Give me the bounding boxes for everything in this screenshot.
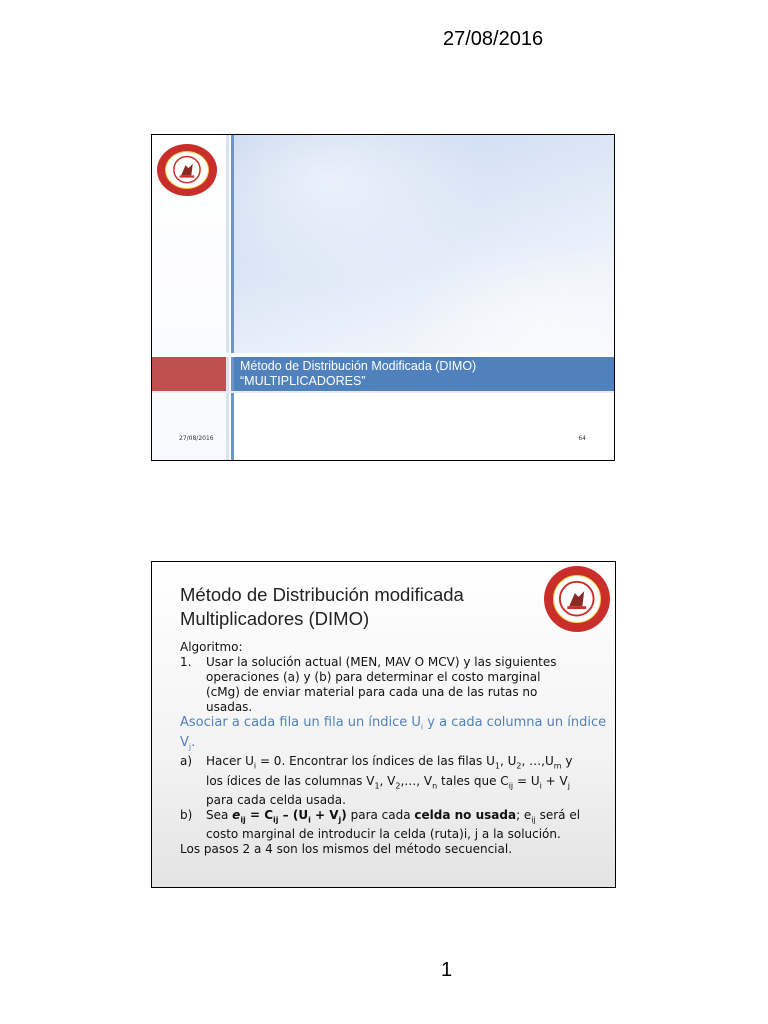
university-seal-icon xyxy=(544,566,610,632)
step-a-line: para cada celda usada. xyxy=(206,792,346,807)
university-seal-icon xyxy=(157,144,217,196)
last-line: Los pasos 2 a 4 son los mismos del método secuencial. xyxy=(180,842,513,857)
algoritmo-heading: Algoritmo: xyxy=(180,640,243,654)
slide2-title-line2: Multiplicadores (DIMO) xyxy=(180,608,370,629)
step1-line: operaciones (a) y (b) para determinar el costo marginal xyxy=(206,670,541,684)
blue-note-line: $V_j$. xyxy=(180,734,196,752)
step-a-line: los ídices de las columnas $V_1$, $V_2,\dots$, $V_n$ tales que $C_{ij} = U_i + V_j$ xyxy=(206,773,570,790)
slide1-footer-number: 64 xyxy=(578,435,586,442)
step1-line: (cMg) de enviar material para cada una de las rutas no xyxy=(206,685,538,699)
step-b-line: costo marginal de introducir la celda (ruta)i, j a la solución. xyxy=(206,827,561,842)
slide2-title-line1: Método de Distribución modificada xyxy=(180,584,464,605)
slide1-red-block xyxy=(152,357,226,391)
slide1-divider xyxy=(231,135,234,460)
slide2-body xyxy=(180,640,605,857)
step1-line: 1. Usar la solución actual (MEN, MAV O MCV) y las siguientes xyxy=(180,655,557,669)
page-date: 27/08/2016 xyxy=(443,28,544,50)
page-number: 1 xyxy=(441,959,453,981)
slide1-band-separator xyxy=(152,391,614,393)
slide-thumbnail-1 xyxy=(151,134,615,461)
step-a-line: a) Hacer $U_i = 0$. Encontrar los índices de las filas $U_1$, $U_2$, $\dots,U_m$ y xyxy=(180,754,573,771)
slide1-title-line2: “MULTIPLICADORES” xyxy=(240,374,366,388)
slide1-title-band xyxy=(234,357,614,391)
slide2-title xyxy=(180,583,510,631)
slide1-background xyxy=(234,135,614,353)
slide1-footer-date: 27/08/2016 xyxy=(179,435,214,442)
blue-note-line: Asociar a cada fila un fila un índice $U_i$ y a cada columna un índice xyxy=(180,715,607,732)
slide-thumbnail-2 xyxy=(151,561,616,888)
step-b-line: b) Sea $e_{ij} = C_{ij} - (U_i + V_j)$ para cada celda no usada; $e_{ij}$ será el xyxy=(180,807,581,825)
step1-line: usadas. xyxy=(206,700,253,714)
slide1-title-line1: Método de Distribución Modificada (DIMO) xyxy=(240,359,477,373)
